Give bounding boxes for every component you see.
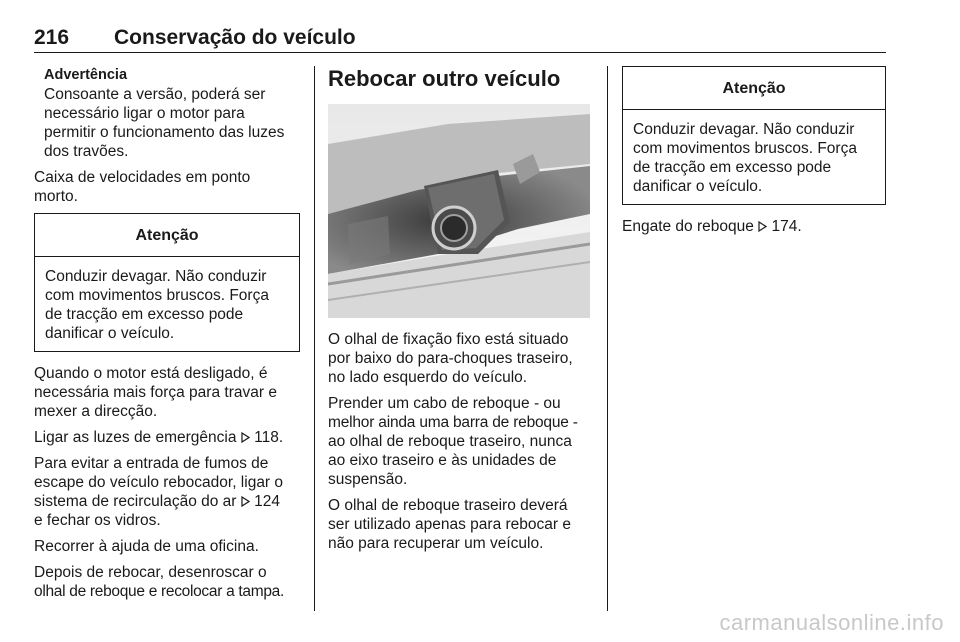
text-line: com movimentos bruscos. Força [633,140,857,157]
text-line: olhal de reboque e recolocar a tampa. [34,583,284,600]
text-line: de tracção em excesso pode [45,306,244,323]
attention-body [35,257,299,351]
tow-eye-photo [328,104,590,318]
text-line: ao olhal de reboque traseiro, nunca [328,433,572,450]
warning-note [44,66,300,161]
text-line: por baixo do para-choques traseiro, [328,350,573,367]
page-ref-triangle-icon [241,496,250,507]
text-line: Depois de rebocar, desenroscar o [34,564,267,581]
attention-body [623,110,885,204]
text-line: Conduzir devagar. Não conduzir [633,121,855,138]
page-ref-triangle-icon [758,221,767,232]
text-line: com movimentos bruscos. Força [45,287,269,304]
text-line: Engate do reboque [622,218,759,235]
attention-box [622,66,886,205]
attention-title: Atenção [35,214,299,257]
text-line: necessária mais força para travar e [34,384,277,401]
section-title: Rebocar outro veículo [328,66,561,91]
text-line: O olhal de reboque traseiro deverá [328,497,568,514]
paragraph [34,364,300,421]
text-line: O olhal de fixação fixo está situado [328,331,569,348]
paragraph [34,563,300,601]
attention-box [34,213,300,352]
page-reference[interactable]: 124 [254,493,280,510]
page-ref-triangle-icon [241,432,250,443]
text-line: sistema de recirculação do ar [34,493,241,510]
warning-title: Advertência [44,67,128,83]
paragraph [328,330,596,387]
text-line: morto. [34,188,78,205]
page-header [34,26,886,53]
text-line: mexer a direcção. [34,403,158,420]
text-line: ser utilizado apenas para rebocar e [328,516,571,533]
text-line: no lado esquerdo do veículo. [328,369,528,386]
text-line: e fechar os vidros. [34,512,161,529]
page-number: 216 [34,26,70,49]
text-line: Conduzir devagar. Não conduzir [45,268,267,285]
page-title: Conservação do veículo [114,26,356,49]
text-line: não para recuperar um veículo. [328,535,544,552]
text-line: ao eixo traseiro e às unidades de [328,452,557,469]
text-line: de tracção em excesso pode [633,159,832,176]
column-divider [607,66,608,611]
paragraph [34,428,300,447]
text-line: Quando o motor está desligado, é [34,365,268,382]
page-reference[interactable]: 174. [771,218,802,235]
column-divider [314,66,315,611]
text-line: Para evitar a entrada de fumos de [34,455,269,472]
text-line: permitir o funcionamento das luzes [44,124,285,141]
attention-title: Atenção [623,67,885,110]
text-line: Ligar as luzes de emergência [34,429,241,446]
column-left [34,66,300,608]
text-line: Consoante a versão, poderá ser [44,86,266,103]
watermark-logo: carmanualsonline.info [719,610,944,635]
text-line: Caixa de velocidades em ponto [34,169,251,186]
paragraph [622,217,886,236]
paragraph [328,496,596,553]
text-line: dos travões. [44,143,129,160]
text-line: necessário ligar o motor para [44,105,245,122]
text-line: melhor ainda uma barra de reboque - [328,414,578,431]
paragraph [34,454,300,530]
text-line: suspensão. [328,471,408,488]
text-line: escape do veículo rebocador, ligar o [34,474,284,491]
text-line: danificar o veículo. [633,178,763,195]
page-reference[interactable]: 118. [254,429,284,446]
column-middle [328,66,596,560]
paragraph [328,394,596,489]
paragraph: Recorrer à ajuda de uma oficina. [34,538,259,555]
column-right [622,66,886,243]
text-line: danificar o veículo. [45,325,175,342]
paragraph [34,168,300,206]
text-line: Prender um cabo de reboque - ou [328,395,561,412]
